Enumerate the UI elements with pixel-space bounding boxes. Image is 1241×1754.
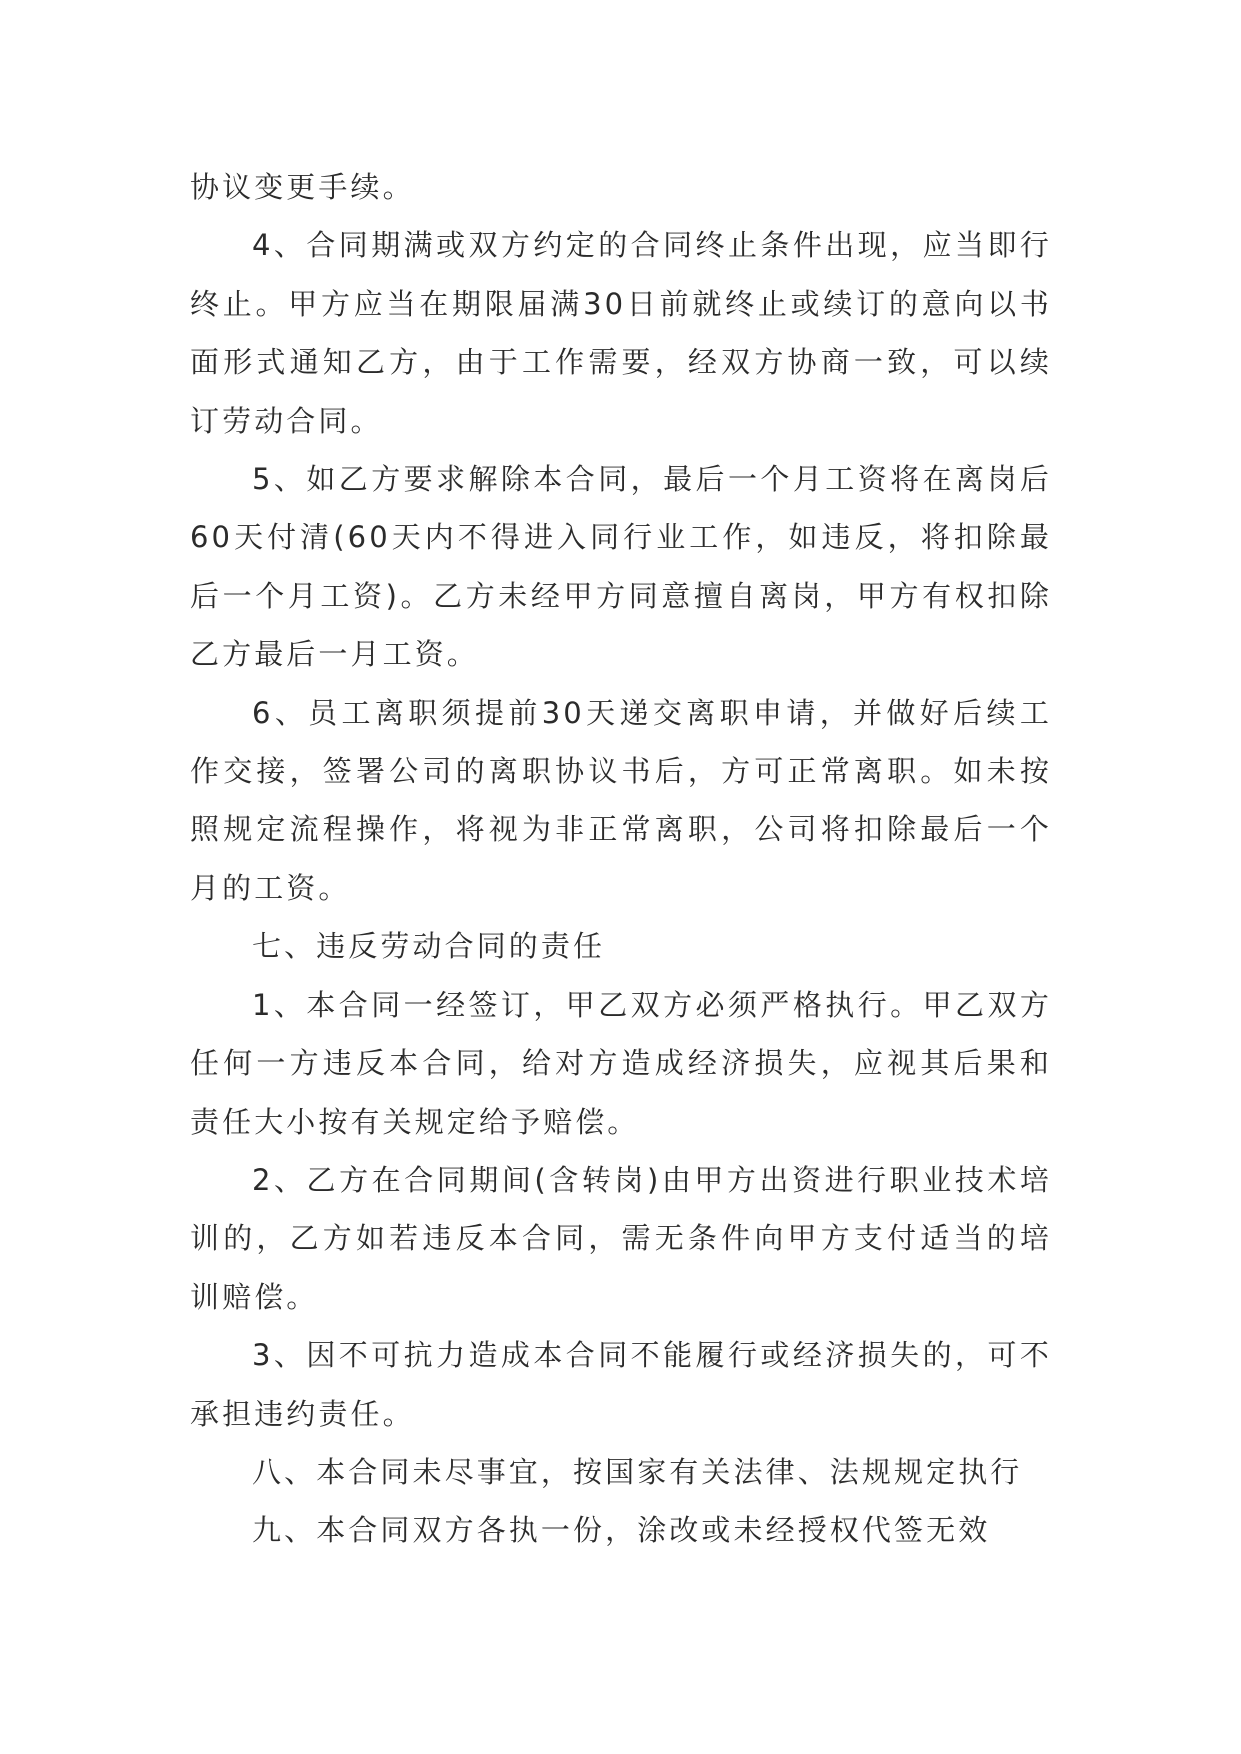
paragraph-liability-1: 1、本合同一经签订，甲乙双方必须严格执行。甲乙双方任何一方违反本合同，给对方造成经济损失，应视其后果和责任大小按有关规定给予赔偿。 xyxy=(190,987,1052,1139)
paragraph-liability-2: 2、乙方在合同期间(含转岗)由甲方出资进行职业技术培训的，乙方如若违反本合同，需无条件向甲方支付适当的培训赔偿。 xyxy=(190,1162,1052,1314)
section-heading-breach-liability: 七、违反劳动合同的责任 xyxy=(252,929,606,964)
paragraph-continuation: 协议变更手续。 xyxy=(190,170,415,204)
document-body xyxy=(190,158,1052,1560)
paragraph-clause-5: 5、如乙方要求解除本合同，最后一个月工资将在离岗后60天付清(60天内不得进入同行业工作，如违反，将扣除最后一个月工资)。乙方未经甲方同意擅自离岗，甲方有权扣除乙方最后一月工资。 xyxy=(190,462,1052,672)
paragraph-section-8: 八、本合同未尽事宜，按国家有关法律、法规规定执行 xyxy=(252,1454,1023,1489)
paragraph-section-9: 九、本合同双方各执一份，涂改或未经授权代签无效 xyxy=(252,1513,991,1548)
paragraph-clause-4: 4、合同期满或双方约定的合同终止条件出现，应当即行终止。甲方应当在期限届满30日前就终止或续订的意向以书面形式通知乙方，由于工作需要，经双方协商一致，可以续订劳动合同。 xyxy=(190,228,1052,438)
paragraph-liability-3: 3、因不可抗力造成本合同不能履行或经济损失的，可不承担违约责任。 xyxy=(190,1338,1052,1431)
paragraph-clause-6: 6、员工离职须提前30天递交离职申请，并做好后续工作交接，签署公司的离职协议书后，方可正常离职。如未按照规定流程操作，将视为非正常离职，公司将扣除最后一个月的工资。 xyxy=(190,695,1052,905)
